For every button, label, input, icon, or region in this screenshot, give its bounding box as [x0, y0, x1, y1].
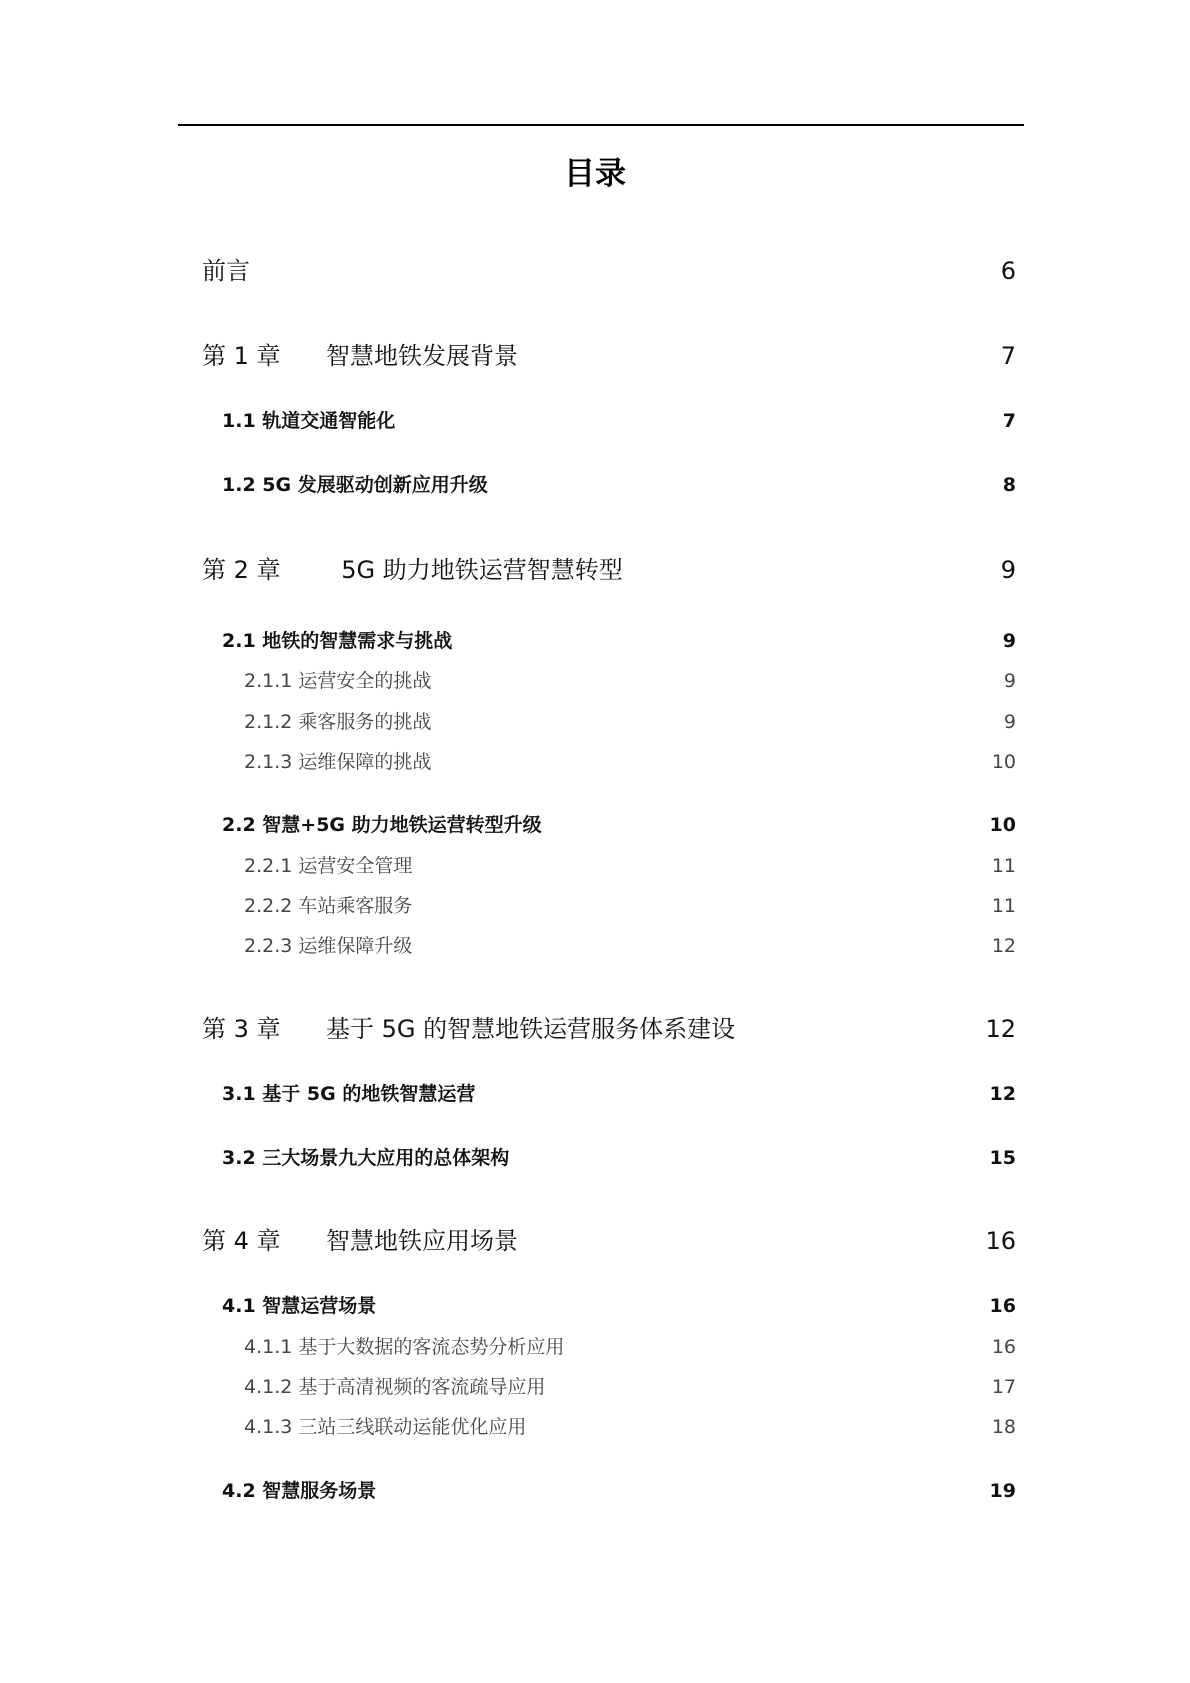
toc-entry-label: 运营安全的挑战 — [298, 670, 432, 692]
toc-entry-page-number: 7 — [1000, 342, 1016, 370]
toc-entry-label: 智慧地铁应用场景 — [326, 1227, 518, 1255]
toc-entry-number: 2.2 — [222, 814, 263, 836]
toc-entry-label: 5G 发展驱动创新应用升级 — [262, 474, 488, 496]
toc-entry-number: 2.1.2 — [244, 711, 299, 733]
toc-subsection-entry[interactable] — [244, 666, 1016, 693]
toc-entry-number: 2.1.1 — [244, 670, 299, 692]
toc-subsection-entry[interactable] — [244, 747, 1016, 774]
toc-chapter-entry[interactable] — [202, 1009, 1016, 1044]
toc-section-entry[interactable] — [222, 470, 1016, 497]
toc-entry-page-number: 15 — [989, 1147, 1016, 1169]
toc-entry-page-number: 12 — [989, 1083, 1016, 1105]
toc-entry-page-number: 9 — [1002, 630, 1016, 652]
toc-section-entry[interactable] — [222, 810, 1016, 837]
toc-subsection-entry[interactable] — [244, 891, 1016, 918]
toc-entry-number: 4.1.3 — [244, 1416, 299, 1438]
toc-entry-page-number: 10 — [991, 751, 1016, 773]
toc-entry-label: 三大场景九大应用的总体架构 — [262, 1147, 510, 1169]
toc-entry-page-number: 10 — [989, 814, 1016, 836]
toc-subsection-entry[interactable] — [244, 851, 1016, 878]
toc-entry-label: 智慧运营场景 — [262, 1295, 377, 1317]
toc-entry-label: 基于高清视频的客流疏导应用 — [298, 1376, 546, 1398]
toc-entry-label: 地铁的智慧需求与挑战 — [262, 630, 453, 652]
toc-entry-label: 三站三线联动运能优化应用 — [298, 1416, 527, 1438]
toc-entry-label: 乘客服务的挑战 — [298, 711, 432, 733]
toc-entry-label: 基于 5G 的地铁智慧运营 — [262, 1083, 476, 1105]
toc-entry-page-number: 7 — [1002, 410, 1016, 432]
toc-entry-label: 智慧地铁发展背景 — [326, 342, 518, 370]
toc-entry-number: 4.1.1 — [244, 1336, 299, 1358]
toc-subsection-entry[interactable] — [244, 707, 1016, 734]
toc-entry-number: 第 1 章 — [202, 342, 281, 370]
toc-section-entry[interactable] — [222, 1476, 1016, 1503]
toc-entry-number: 2.2.3 — [244, 935, 299, 957]
toc-entry-label: 智慧服务场景 — [262, 1480, 377, 1502]
toc-title: 目录 — [564, 156, 626, 192]
toc-entry-page-number: 16 — [989, 1295, 1016, 1317]
toc-entry-page-number: 6 — [1000, 257, 1016, 285]
toc-subsection-entry[interactable] — [244, 1372, 1016, 1399]
toc-chapter-entry[interactable] — [202, 1221, 1016, 1256]
toc-section-entry[interactable] — [222, 1143, 1016, 1170]
toc-entry-number: 3.2 — [222, 1147, 263, 1169]
toc-entry-number: 第 2 章 — [202, 556, 281, 584]
toc-entry-number: 3.1 — [222, 1083, 263, 1105]
toc-section-entry[interactable] — [222, 1291, 1016, 1318]
toc-entry-page-number: 11 — [991, 895, 1016, 917]
toc-entry-label: 运维保障的挑战 — [298, 751, 432, 773]
toc-entry-label: 基于 5G 的智慧地铁运营服务体系建设 — [326, 1015, 736, 1043]
toc-entry-page-number: 16 — [991, 1336, 1016, 1358]
toc-entry-page-number: 11 — [991, 855, 1016, 877]
toc-entry-label: 车站乘客服务 — [298, 895, 413, 917]
toc-entry-page-number: 9 — [1000, 556, 1016, 584]
toc-section-entry[interactable] — [222, 1079, 1016, 1106]
toc-entry-label: 前言 — [202, 257, 250, 285]
toc-entry-page-number: 19 — [989, 1480, 1016, 1502]
toc-entry-page-number: 9 — [1003, 670, 1016, 692]
toc-entry-number: 4.2 — [222, 1480, 263, 1502]
toc-entry-page-number: 16 — [985, 1227, 1016, 1255]
toc-entry-page-number: 9 — [1003, 711, 1016, 733]
toc-entry-number: 第 4 章 — [202, 1227, 281, 1255]
toc-entry-number: 4.1 — [222, 1295, 263, 1317]
toc-entry-number: 1.2 — [222, 474, 263, 496]
toc-entry-page-number: 12 — [985, 1015, 1016, 1043]
toc-chapter-entry[interactable] — [202, 550, 1016, 585]
toc-entry-number: 2.1.3 — [244, 751, 299, 773]
toc-entry-page-number: 17 — [991, 1376, 1016, 1398]
toc-entry-label: 运维保障升级 — [298, 935, 413, 957]
toc-entry-number: 2.2.2 — [244, 895, 299, 917]
toc-chapter-entry[interactable] — [202, 336, 1016, 371]
toc-entry-page-number: 18 — [991, 1416, 1016, 1438]
toc-entry-label: 轨道交通智能化 — [262, 410, 396, 432]
toc-entry-label: 基于大数据的客流态势分析应用 — [298, 1336, 565, 1358]
toc-entry-number: 2.1 — [222, 630, 263, 652]
toc-entry-number: 4.1.2 — [244, 1376, 299, 1398]
toc-entry-label: 运营安全管理 — [298, 855, 413, 877]
toc-entry-number: 2.2.1 — [244, 855, 299, 877]
toc-entry-label: 智慧+5G 助力地铁运营转型升级 — [262, 814, 542, 836]
toc-section-entry[interactable] — [222, 406, 1016, 433]
toc-section-entry[interactable] — [222, 626, 1016, 653]
toc-entry-number: 第 3 章 — [202, 1015, 281, 1043]
toc-entry-page-number: 12 — [991, 935, 1016, 957]
toc-entry-page-number: 8 — [1002, 474, 1016, 496]
toc-chapter-entry[interactable] — [202, 251, 1016, 286]
toc-entry-number: 1.1 — [222, 410, 263, 432]
toc-subsection-entry[interactable] — [244, 931, 1016, 958]
toc-subsection-entry[interactable] — [244, 1412, 1016, 1439]
toc-entry-label: 5G 助力地铁运营智慧转型 — [326, 556, 623, 584]
toc-subsection-entry[interactable] — [244, 1332, 1016, 1359]
